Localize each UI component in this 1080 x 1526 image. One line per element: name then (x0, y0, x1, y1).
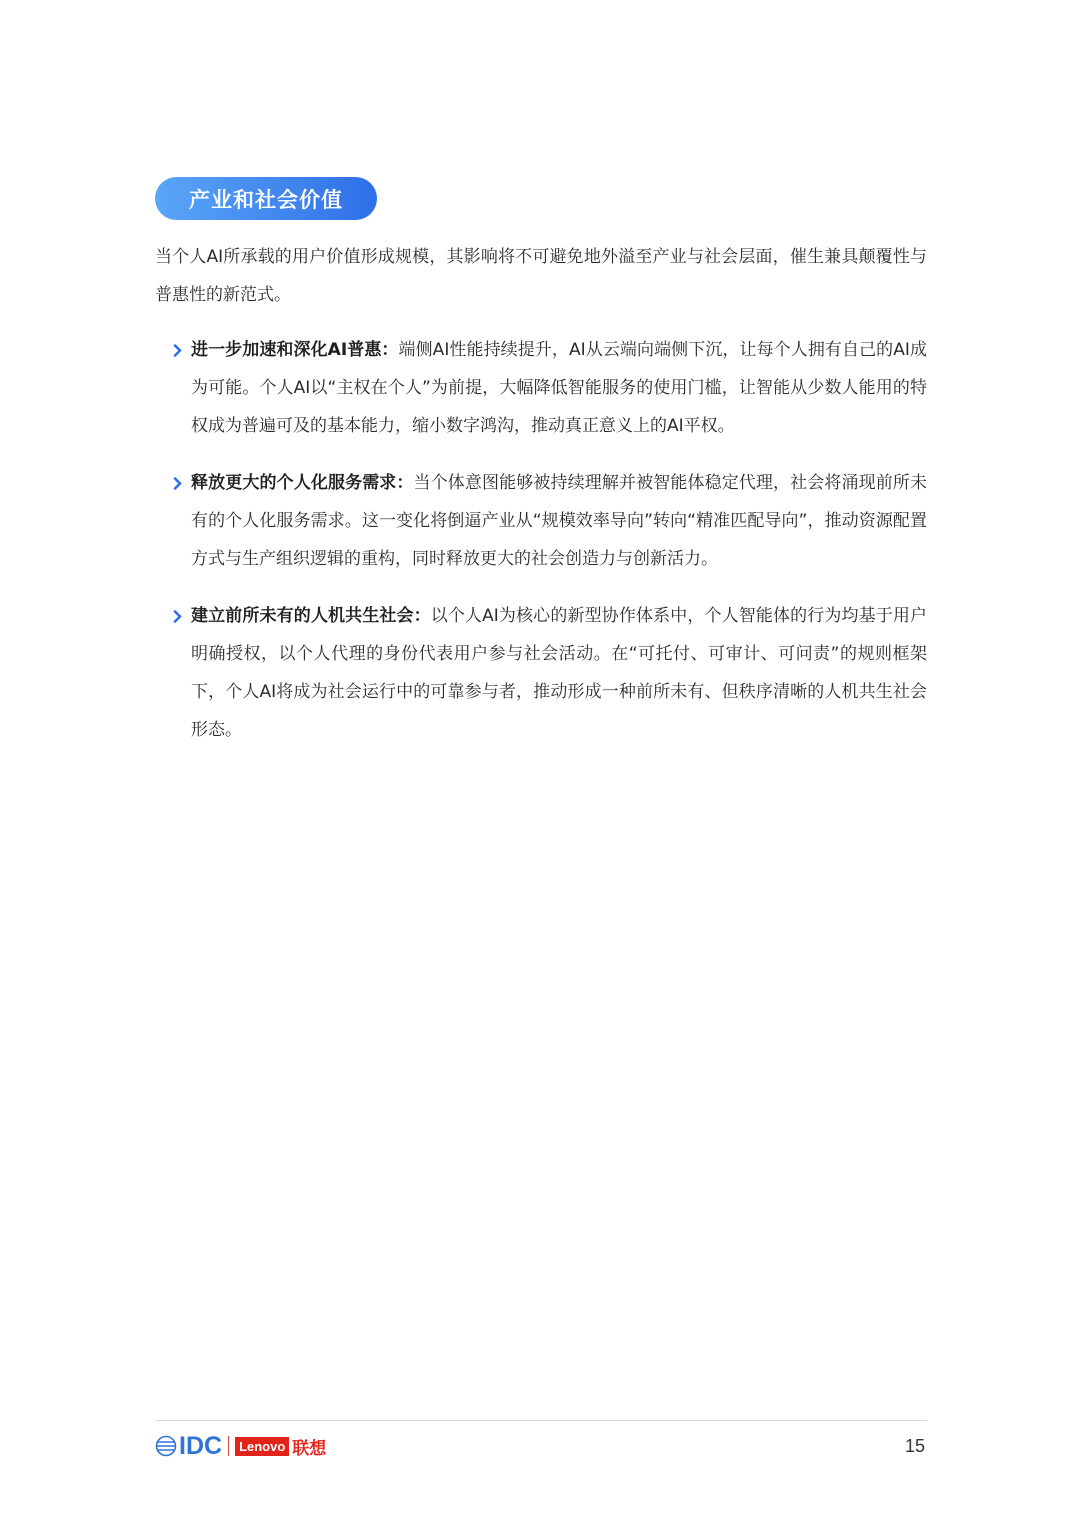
idc-logo (155, 1433, 222, 1459)
idc-globe-icon (155, 1435, 177, 1457)
section-heading-pill (155, 177, 377, 220)
intro-paragraph: 当个人AI所承载的用户价值形成规模，其影响将不可避免地外溢至产业与社会层面，催生兼具颠覆性与普惠性的新范式。 (155, 247, 927, 305)
bullet-title: 释放更大的个人化服务需求： (191, 473, 414, 493)
bullet-list (170, 331, 927, 749)
footer-divider (155, 1420, 927, 1421)
bullet-title: 建立前所未有的人机共生社会： (191, 606, 431, 626)
bullet-text: 以个人AI为核心的新型协作体系中，个人智能体的行为均基于用户明确授权，以个人代理的身份代表用户参与社会活动。在“可托付、可审计、可问责”的规则框架下，个人AI将成为社会运行中的可靠参与者，推动形成一种前所未有、但秩序清晰的人机共生社会形态。 (191, 606, 927, 740)
lenovo-logo: Lenovo (235, 1437, 289, 1456)
bullet-item-human-machine-society (170, 597, 927, 749)
bullet-text: 端侧AI性能持续提升，AI从云端向端侧下沉，让每个人拥有自己的AI成为可能。个人AI以“主权在个人”为前提，大幅降低智能服务的使用门槛，让智能从少数人能用的特权成为普遍可及的基本能力，缩小数字鸿沟，推动真正意义上的AI平权。 (191, 340, 927, 436)
chevron-right-icon (170, 464, 184, 502)
chevron-right-icon (170, 331, 184, 369)
bullet-item-personal-service (170, 464, 927, 578)
footer-logos (155, 1433, 326, 1459)
logo-separator (228, 1436, 229, 1456)
idc-logo-text: IDC (179, 1431, 223, 1460)
bullet-text: 当个体意图能够被持续理解并被智能体稳定代理，社会将涌现前所未有的个人化服务需求。这一变化将倒逼产业从“规模效率导向”转向“精准匹配导向”，推动资源配置方式与生产组织逻辑的重构，同时释放更大的社会创造力与创新活力。 (191, 473, 927, 569)
section-heading-text: 产业和社会价值 (189, 187, 343, 212)
bullet-item-ai-inclusion (170, 331, 927, 445)
page-number: 15 (904, 1436, 925, 1456)
lenovo-cn-logo: 联想 (292, 1438, 327, 1459)
chevron-right-icon (170, 597, 184, 635)
bullet-title: 进一步加速和深化AI普惠： (191, 340, 399, 360)
